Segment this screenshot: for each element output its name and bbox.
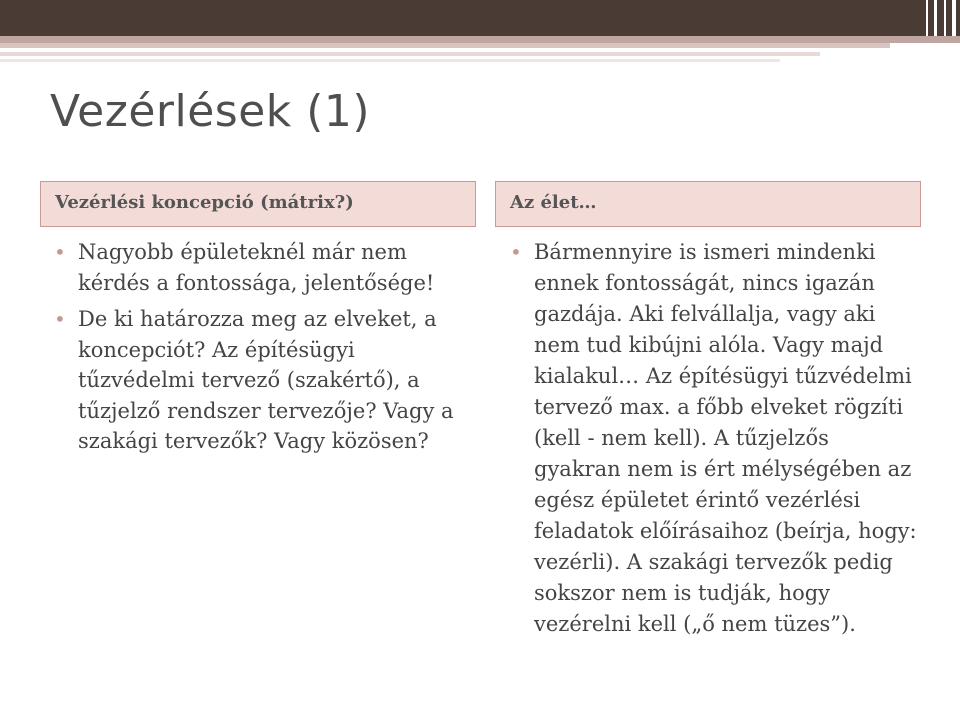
bullet-dot-icon: • — [54, 307, 66, 331]
bullet-dot-icon: • — [54, 240, 66, 264]
left-column-header: Vezérlési koncepció (mátrix?) — [40, 181, 476, 227]
bullet-item — [52, 304, 464, 457]
bullet-text: Bármennyire is ismeri mindenki ennek fontosságát, nincs igazán gazdája. Aki felvállalja, vagy aki nem tud kibújni alóla. Vagy majd kialakul… Az építésügyi tűzvédelmi tervező max. a főbb elveket rögzíti (kell - nem kell). A tűzjelzős gyakran nem is ért mélységében az egész épületet érintő vezérlési feladatok előírásaihoz (beírja, hogy: vezérli). A szakági tervezők pedig sokszor nem is tudják, hogy vezérelni kell („ő nem tüzes”). — [534, 240, 917, 636]
top-right-stripes — [920, 0, 960, 36]
accent-line-4 — [0, 59, 780, 62]
right-bullet-list — [508, 237, 920, 646]
bullet-item — [508, 237, 920, 640]
slide-title: Vezérlések (1) — [50, 86, 371, 137]
accent-line-1 — [0, 36, 960, 43]
top-decorative-bar — [0, 0, 960, 36]
bullet-text: De ki határozza meg az elveket, a koncepciót? Az építésügyi tűzvédelmi tervező (szakértő), a tűzjelző rendszer tervezője? Vagy a szakági tervezők? Vagy közösen? — [78, 307, 454, 453]
right-column-header: Az élet… — [495, 181, 921, 227]
bullet-item — [52, 237, 464, 298]
bullet-text: Nagyobb épületeknél már nem kérdés a fontossága, jelentősége! — [78, 240, 435, 295]
accent-line-3 — [0, 52, 820, 56]
bullet-dot-icon: • — [510, 240, 522, 264]
accent-line-2 — [0, 43, 890, 48]
left-bullet-list — [52, 237, 464, 463]
